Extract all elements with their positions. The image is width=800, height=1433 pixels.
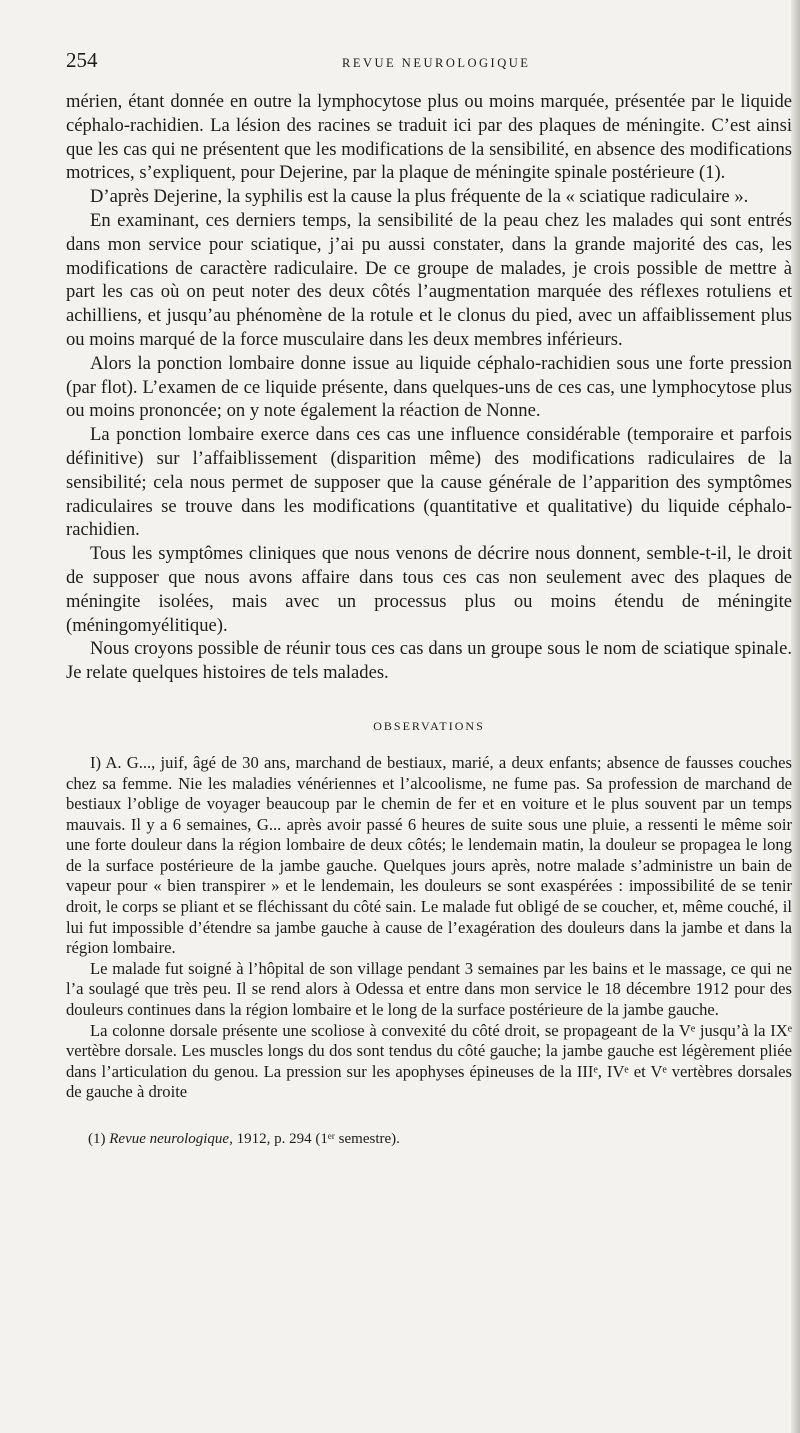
paragraph: Tous les symptômes cliniques que nous venons de décrire nous donnent, semble-t-il, le droit de supposer que nous avons affaire dans tous ces cas non seulement avec des plaques de méningite isolées, mais avec un processus plus ou moins étendu de méningite (méningomyélitique). bbox=[66, 543, 792, 636]
paragraph: En examinant, ces derniers temps, la sensibilité de la peau chez les malades qui sont entrés dans mon service pour sciatique, j’ai pu aussi constater, dans la grande majorité des cas, les modifications de caractère radiculaire. De ce groupe de malades, je crois possible de mettre à part les cas où on peut noter des deux côtés l’augmentation marquée des réflexes rotuliens et achilliens, et jusqu’au phénomène de la rotule et le clonus du pied, avec un affaiblissement plus ou moins marqué de la force musculaire dans les deux membres inférieurs. bbox=[66, 209, 792, 350]
footnote-marker: (1) bbox=[88, 1131, 106, 1148]
footnote-details: , 1912, p. 294 (1ᵉʳ semestre). bbox=[229, 1131, 400, 1148]
observation-paragraph: I) A. G..., juif, âgé de 30 ans, marchand de bestiaux, marié, a deux enfants; absence de fausses couches chez sa femme. Nie les maladies vénériennes et l’alcoolisme, ne fume pas. Sa profession de marchand de bestiaux l’oblige de voyager beaucoup par le chemin de fer et en voiture et le plus souvent par un temps mauvais. Il y a 6 semaines, G... après avoir passé 6 heures de suite sous une pluie, a ressenti le même soir une forte douleur dans la région lombaire de deux côtés; le lendemain matin, la douleur se propagea le long de la surface postérieure de la jambe gauche. Quelques jours après, notre malade s’administre un bain de vapeur pour « bien transpirer » et le lendemain, les douleurs se sont exaspérées : impossibilité de se tenir droit, le corps se pliant et se fléchissant du côté sain. Le malade fut obligé de se coucher, et, même couché, il lui fut impossible d’étendre sa jambe gauche à cause de l’exagération des douleurs dans la jambe et dans la région lombaire. bbox=[66, 752, 792, 958]
paragraph: mérien, étant donnée en outre la lymphocytose plus ou moins marquée, présentée par le liquide céphalo-rachidien. La lésion des racines se traduit ici par des plaques de méningite. C’est ainsi que les cas qui ne présentent que les modifications de la sensibilité, en absence des modifications motrices, s’expliquent, pour Dejerine, par la plaque de méningite spinale postérieure (1). bbox=[66, 91, 792, 184]
page-number: 254 bbox=[66, 48, 98, 72]
paragraph: Nous croyons possible de réunir tous ces cas dans un groupe sous le nom de sciatique spinale. Je relate quelques histoires de tels malades. bbox=[66, 638, 792, 684]
observation-paragraph: La colonne dorsale présente une scoliose à convexité du côté droit, se propageant de la Vᵉ jusqu’à la IXᵉ vertèbre dorsale. Les muscles longs du dos sont tendus du côté gauche; la jambe gauche est légèrement pliée dans l’articulation du genou. La pression sur les apophyses épineuses de la IIIᵉ, IVᵉ et Vᵉ vertèbres dorsales de gauche à droite bbox=[66, 1020, 792, 1102]
paragraph: Alors la ponction lombaire donne issue au liquide céphalo-rachidien sous une forte pression (par flot). L’examen de ce liquide présente, dans quelques-uns de ces cas, une lymphocytose plus ou moins prononcée; on y note également la réaction de Nonne. bbox=[66, 352, 792, 422]
footnote bbox=[66, 1129, 792, 1149]
page-edge-shadow bbox=[791, 0, 800, 1433]
observations-heading: OBSERVATIONS bbox=[373, 718, 485, 733]
running-title: REVUE NEUROLOGIQUE bbox=[342, 56, 531, 70]
paragraph: D’après Dejerine, la syphilis est la cause la plus fréquente de la « sciatique radiculaire ». bbox=[90, 186, 749, 208]
observation-paragraph: Le malade fut soigné à l’hôpital de son village pendant 3 semaines par les bains et le massage, ce qui ne l’a soulagé que très peu. Il se rend alors à Odessa et entre dans mon service le 18 décembre 1912 pour des douleurs continues dans la région lombaire et le long de la surface postérieure de la jambe gauche. bbox=[66, 958, 792, 1020]
book-page bbox=[66, 40, 792, 1149]
paragraph: La ponction lombaire exerce dans ces cas une influence considérable (temporaire et parfois définitive) sur l’affaiblissement (disparition même) des modifications radiculaires de la sensibilité; cela nous permet de supposer que la cause générale de l’apparition des symptômes radiculaires se trouve dans les modifications (quantitative et qualitative) du liquide céphalo-rachidien. bbox=[66, 424, 792, 541]
observations-text bbox=[66, 753, 792, 1103]
main-text bbox=[66, 90, 792, 685]
footnote-journal: Revue neurologique bbox=[109, 1131, 230, 1148]
page-header bbox=[66, 40, 792, 74]
